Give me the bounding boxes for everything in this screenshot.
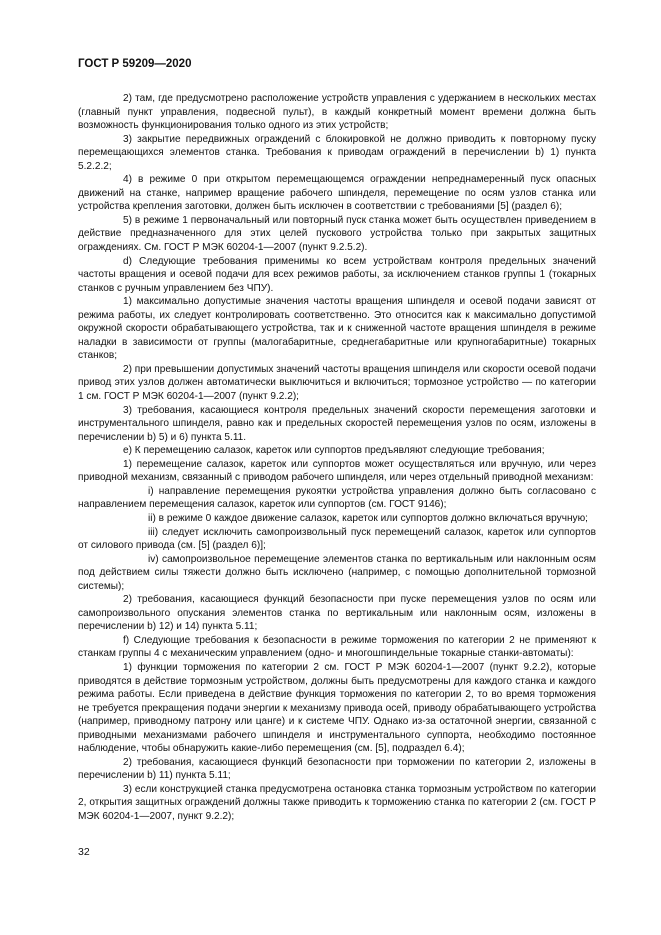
paragraph: 5) в режиме 1 первоначальный или повторный пуск станка может быть осуществлен приведением в действие предназначенного для этих целей пускового устройства только при закрытых защитных ограждениях. См. ГОСТ Р МЭК 60204-1—2007 (пункт 9.2.5.2).: [78, 214, 596, 254]
paragraph: 1) максимально допустимые значения частоты вращения шпинделя и осевой подачи зависят от режима работы, их следует контролировать соответственно. Это относится как к максимально допустимой окружной скорости обрабатывающего устройства, так и к сниженной частоте вращения шпинделя в режиме наладки в зависимости от группы (малогабаритные, среднегабаритные или крупногабаритные) токарных станков;: [78, 296, 596, 362]
paragraph: e) К перемещению салазок, кареток или суппортов предъявляют следующие требования;: [123, 445, 545, 457]
paragraph: 2) там, где предусмотрено расположение устройств управления с удержанием в нескольких местах (главный пункт управления, подвесной пульт), в каждый конкретный момент времени должна быть возможность функционирования только одного из этих устройств;: [78, 93, 596, 132]
paragraph: d) Следующие требования применимы ко всем устройствам контроля предельных значений частоты вращения и осевой подачи для всех режимов работы, за исключением станков группы 1 (токарных станков с ручным управлением без ЧПУ).: [78, 255, 596, 294]
paragraph: 3) закрытие передвижных ограждений с блокировкой не должно приводить к повторному пуску перемещающихся элементов станка. Требования к приводам ограждений в перечислении b) 1) пункта 5.2.2.2;: [78, 133, 596, 172]
paragraph: iv) самопроизвольное перемещение элементов станка по вертикальным или наклонным осям под действием силы тяжести должно быть исключено (например, с помощью дополнительной тормозной системы);: [78, 553, 596, 592]
paragraph: 2) при превышении допустимых значений частоты вращения шпинделя или скорости осевой подачи привод этих узлов должен автоматически выключиться и включиться; тормозное устройство — по категории 1 см. ГОСТ Р МЭК 60204-1—2007 (пункт 9.2.2);: [78, 363, 596, 403]
paragraph: 4) в режиме 0 при открытом перемещающемся ограждении непреднамеренный пуск опасных движений на станке, например вращение рабочего шпинделя, перемещение по осям узлов станка или устройства крепления заготовки, должен быть исключен в соответствии с требованиями [5] (раздел 6);: [78, 174, 596, 213]
page-number: 32: [78, 846, 90, 858]
paragraph: 2) требования, касающиеся функций безопасности при пуске перемещения узлов по осям или самопроизвольного опускания элементов станка по вертикальным или наклонным осям, изложены в перечислении b) 12) и 14) пункта 5.11;: [78, 594, 596, 633]
paragraph: i) направление перемещения рукоятки устройства управления должно быть согласовано с направлением перемещения салазок, кареток или суппортов (см. ГОСТ 9146);: [78, 485, 596, 511]
paragraph: ii) в режиме 0 каждое движение салазок, кареток или суппортов должно включаться вручную;: [148, 512, 588, 524]
document-body: [78, 92, 596, 824]
paragraph: 3) требования, касающиеся контроля предельных значений скорости перемещения заготовки и инструментального шпинделя, равно как и предельных скоростей перемещения узлов по осям, изложены в перечислении b) 5) и 6) пункта 5.11.: [78, 404, 596, 443]
paragraph: 3) если конструкцией станка предусмотрена остановка станка тормозным устройством по категории 2, открытия защитных ограждений должны также приводить к торможению станка по категории 2 (см. ГОСТ Р МЭК 60204-1—2007, пункт 9.2.2);: [78, 783, 596, 822]
paragraph: f) Следующие требования к безопасности в режиме торможения по категории 2 не применяют к станкам группы 4 с механическим управлением (одно- и многошпиндельные токарные станки-автоматы):: [78, 634, 596, 660]
paragraph: iii) следует исключить самопроизвольный пуск перемещений салазок, кареток или суппортов от силового привода (см. [5] (раздел 6)];: [78, 526, 596, 552]
paragraph: 2) требования, касающиеся функций безопасности при торможении по категории 2, изложены в перечислении b) 11) пункта 5.11;: [78, 756, 596, 782]
page-header: ГОСТ Р 59209—2020: [78, 58, 192, 70]
paragraph: 1) перемещение салазок, кареток или суппортов может осуществляться или вручную, или через приводной механизм, связанный с приводом рабочего шпинделя, или через отдельный приводной механизм:: [78, 458, 596, 484]
paragraph: 1) функции торможения по категории 2 см. ГОСТ Р МЭК 60204-1—2007 (пункт 9.2.2), которые приводятся в действие тормозным устройством, должны быть предусмотрены для каждого станка и каждого режима работы. Если приведена в действие функция торможения по категории 2, то во время торможения не требуется прекращения подачи энергии к механизму привода осей, приводу обрабатывающего устройства (например, приводному патрону или цанге) и к системе ЧПУ. Однако из-за остаточной энергии, связанной с приводными механизмами рабочего шпинделя и инструментального суппорта, необходимо постоянное наблюдение, чтобы обнаружить какие-либо перемещения (см. [5], подраздел 6.4);: [78, 661, 596, 755]
